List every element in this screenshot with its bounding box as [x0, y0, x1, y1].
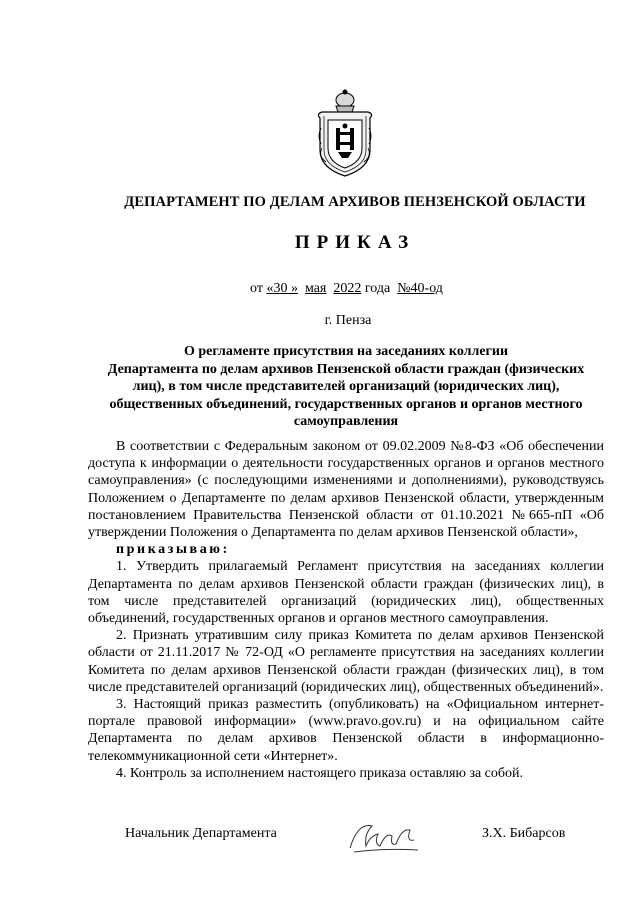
document-body [88, 438, 604, 782]
city-line: г. Пенза [324, 313, 372, 328]
date-year: 2022 [333, 281, 362, 296]
order-item-4: 4. Контроль за исполнением настоящего приказа оставляю за собой. [116, 765, 524, 781]
date-prefix: от [250, 281, 263, 296]
department-heading: ДЕПАРТАМЕНТ ПО ДЕЛАМ АРХИВОВ ПЕНЗЕНСКОЙ ОБЛАСТИ [124, 194, 586, 210]
title-line: общественных объединений, государственных органов и органов местного [109, 396, 583, 412]
date-year-suffix: года [364, 281, 391, 296]
date-month: мая [304, 281, 327, 296]
signatory-name: З.Х. Бибарсов [482, 826, 566, 841]
date-line [250, 281, 443, 297]
signatory-position: Начальник Департамента [125, 826, 277, 841]
document-type-title: ПРИКАЗ [294, 232, 416, 253]
document-subject-title [88, 343, 604, 431]
title-line: самоуправления [293, 414, 399, 429]
title-line: Департамента по делам архивов Пензенской области граждан (физических [107, 361, 585, 377]
order-item-1: 1. Утвердить прилагаемый Регламент присутствия на заседаниях коллегии Департамента по делам архивов Пензенской области граждан (физических лиц), в том числе представителей организаций (юридических лиц), общественных объединений, государственных органов и органов местного самоуправления. [88, 559, 604, 627]
order-number: №40-од [397, 281, 443, 296]
title-line: лиц), в том числе представителей организаций (юридических лиц), [132, 379, 560, 394]
signature-block [0, 826, 640, 866]
coat-of-arms-emblem [312, 88, 378, 178]
order-item-3: 3. Настоящий приказ разместить (опубликовать) на «Официальном интернет-портале правовой информации» (www.pravo.gov.ru) и на официальном сайте Департамента по делам архивов Пензенской области в информационно-телекоммуникационной сети «Интернет». [88, 697, 604, 764]
preamble-paragraph: В соответствии с Федеральным законом от 09.02.2009 №8-ФЗ «Об обеспечении доступа к информации о деятельности государственных органов и органов местного самоуправления» (с последующими изменениями и дополнениями), руководствуясь Положением о Департаменте по делам архивов Пензенской области, утвержденным постановлением Правительства Пензенской области от 01.10.2021 №665-пП «Об утверждении Положения о Департамента по делам архивов Пензенской области», [88, 439, 604, 541]
date-day: «30 » [266, 281, 298, 296]
handwritten-signature [344, 818, 424, 858]
order-item-2: 2. Признать утратившим силу приказ Комитета по делам архивов Пензенской области от 21.11.2017 № 72-ОД «О регламенте присутствия на заседаниях коллегии Комитета по делам архивов Пензенской области граждан (физических лиц), в том числе представителей организаций (юридических лиц), общественных объединений». [88, 628, 604, 695]
title-line: О регламенте присутствия на заседаниях коллегии [183, 344, 509, 359]
order-directive: приказываю: [116, 542, 230, 558]
